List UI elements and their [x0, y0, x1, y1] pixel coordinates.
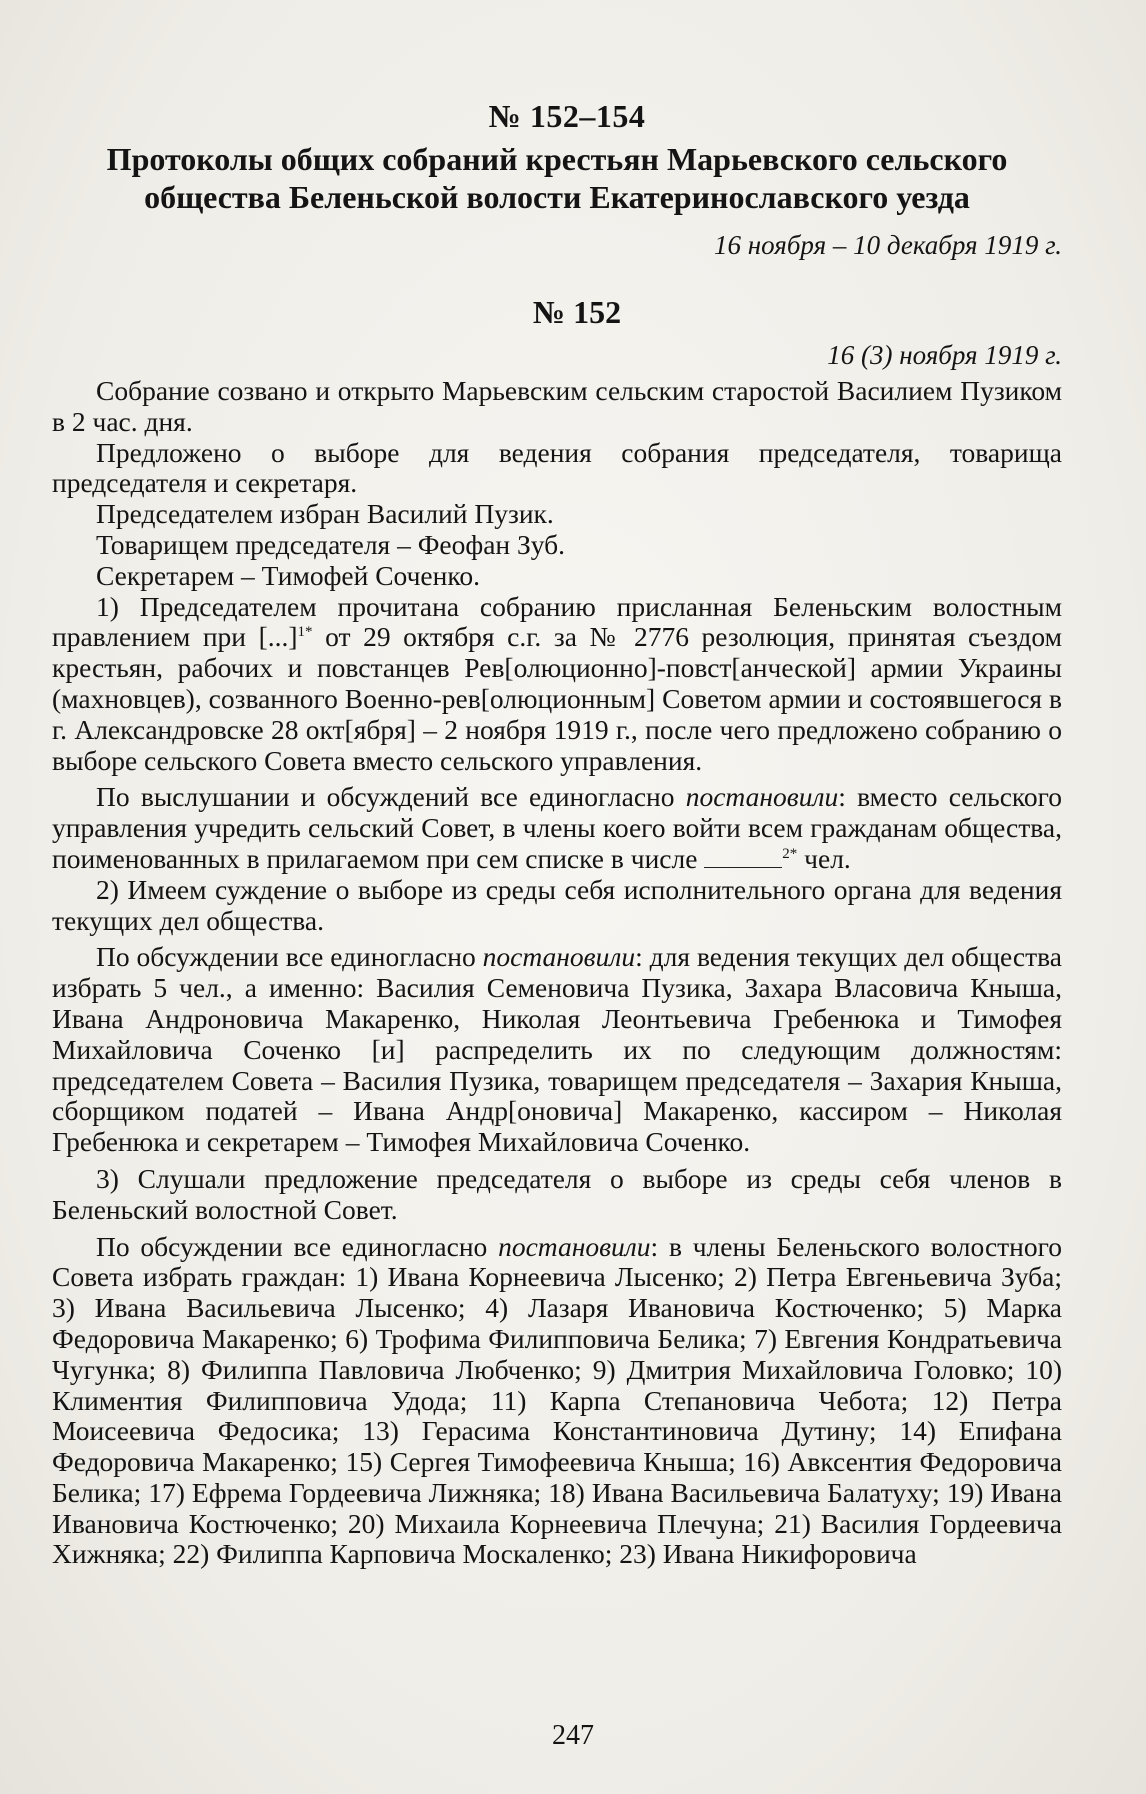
item-1-text-a: 1) Председателем прочитана собранию присланная Беленьским волостным правлением при [...] — [52, 590, 1062, 653]
resolution-2-keyword: постановили — [482, 941, 636, 973]
paragraph-item-1 — [52, 592, 1062, 777]
paragraph-chairman: Председателем избран Василий Пузик. — [96, 498, 554, 530]
resolution-2-text-a: По обсуждении все единогласно — [96, 941, 483, 973]
resolution-3-keyword: постановили — [498, 1230, 651, 1262]
paragraph-resolution-3 — [52, 1232, 1062, 1571]
text-block — [52, 96, 1062, 1570]
document-title: Протоколы общих собраний крестьян Марьевского сельского общества Беленьской волости Екатеринославского уезда — [106, 141, 1008, 215]
document-number-heading: № 152 — [532, 294, 622, 330]
paragraph-opening: Собрание созвано и открыто Марьевским сельским старостой Василием Пузиком в 2 час. дня. — [52, 375, 1062, 437]
paragraph-proposal: Предложено о выборе для ведения собрания председателя, товарища председателя и секретаря. — [52, 436, 1062, 499]
resolution-3-text-b: : в члены Беленьского волостного Совета избрать граждан: 1) Ивана Корнеевича Лысенко; 2) Петра Евгеньевича Зуба; 3) Ивана Васильевича Лысенко; 4) Лазаря Ивановича Костюченко; 5) Марка Федоровича Макаренко; 6) Трофима Филипповича Белика; 7) Евгения Кондратьевича Чугунка; 8) Филиппа Павловича Любченко; 9) Дмитрия Михайловича Головко; 10) Климентия Филипповича Удода; 11) Карпа Степановича Чебота; 12) Петра Моисеевича Федосика; 13) Герасима Константиновича Дутину; 14) Епифана Федоровича Макаренко; 15) Сергея Тимофеевича Кныша; 16) Авксентия Федоровича Белика; 17) Ефрема Гордеевича Лижняка; 18) Ивана Васильевича Балатуху; 19) Ивана Ивановича Костюченко; 20) Михаила Корнеевича Плечуна; 21) Василия Гордеевича Хижняка; 22) Филиппа Карповича Москаленко; 23) Ивана Никифоровича — [52, 1230, 1062, 1570]
paragraph-resolution-2 — [52, 942, 1062, 1158]
resolution-1-text-a: По выслушании и обсуждений все единогласно — [96, 781, 686, 813]
paragraph-item-2: 2) Имеем суждение о выборе из среды себя исполнительного органа для ведения текущих дел общества. — [52, 873, 1062, 936]
paragraph-secretary: Секретарем – Тимофей Соченко. — [96, 559, 480, 591]
resolution-3-text-a: По обсуждении все единогласно — [96, 1230, 499, 1262]
footnote-ref-1: 1* — [297, 624, 313, 641]
blank-line — [704, 847, 782, 868]
paragraph-deputy: Товарищем председателя – Феофан Зуб. — [96, 528, 566, 560]
resolution-2-text-b: : для ведения текущих дел общества избрать 5 чел., а именно: Василия Семеновича Пузика, Захара Власовича Кныша, Ивана Андроновича Макаренко, Николая Леонтьевича Гребенюка и Тимофея Михайловича Соченко [и] распределить их по следующим должностям: председателем Совета – Василия Пузика, товарищем председателя – Захария Кныша, сборщиком податей – Ивана Андр[оновича] Макаренко, кассиром – Николая Гребенюка и секретарем – Тимофея Михайловича Соченко. — [52, 941, 1062, 1158]
resolution-1-text-c: чел. — [797, 842, 851, 874]
date-range: 16 ноября – 10 декабря 1919 г. — [714, 230, 1062, 260]
resolution-1-text-b: : вместо сельского управления учредить сельский Совет, в члены коего войти всем гражданам общества, поименованных в прилагаемом при сем списке в числе — [52, 781, 1062, 874]
paragraph-item-3: 3) Слушали предложение председателя о выборе из среды себя членов в Беленьский волостной Совет. — [52, 1162, 1062, 1225]
item-1-text-b: от 29 октября с.г. за № 2776 резолюция, принятая съездом крестьян, рабочих и повстанцев Рев[олюционно]-повст[анческой] армии Украины (махновцев), созванного Военно-рев[олюционным] Советом армии и состоявшегося в г. Александровске 28 окт[ября] – 2 ноября 1919 г., после чего предложено собранию о выборе сельского Совета вместо сельского управления. — [52, 621, 1063, 776]
page-number: 247 — [552, 1720, 594, 1751]
document-range-heading: № 152–154 — [488, 98, 646, 134]
resolution-1-keyword: постановили — [685, 781, 839, 813]
footnote-ref-2: 2* — [782, 845, 798, 862]
paragraph-resolution-1 — [52, 782, 1062, 874]
document-date: 16 (3) ноября 1919 г. — [827, 340, 1062, 370]
